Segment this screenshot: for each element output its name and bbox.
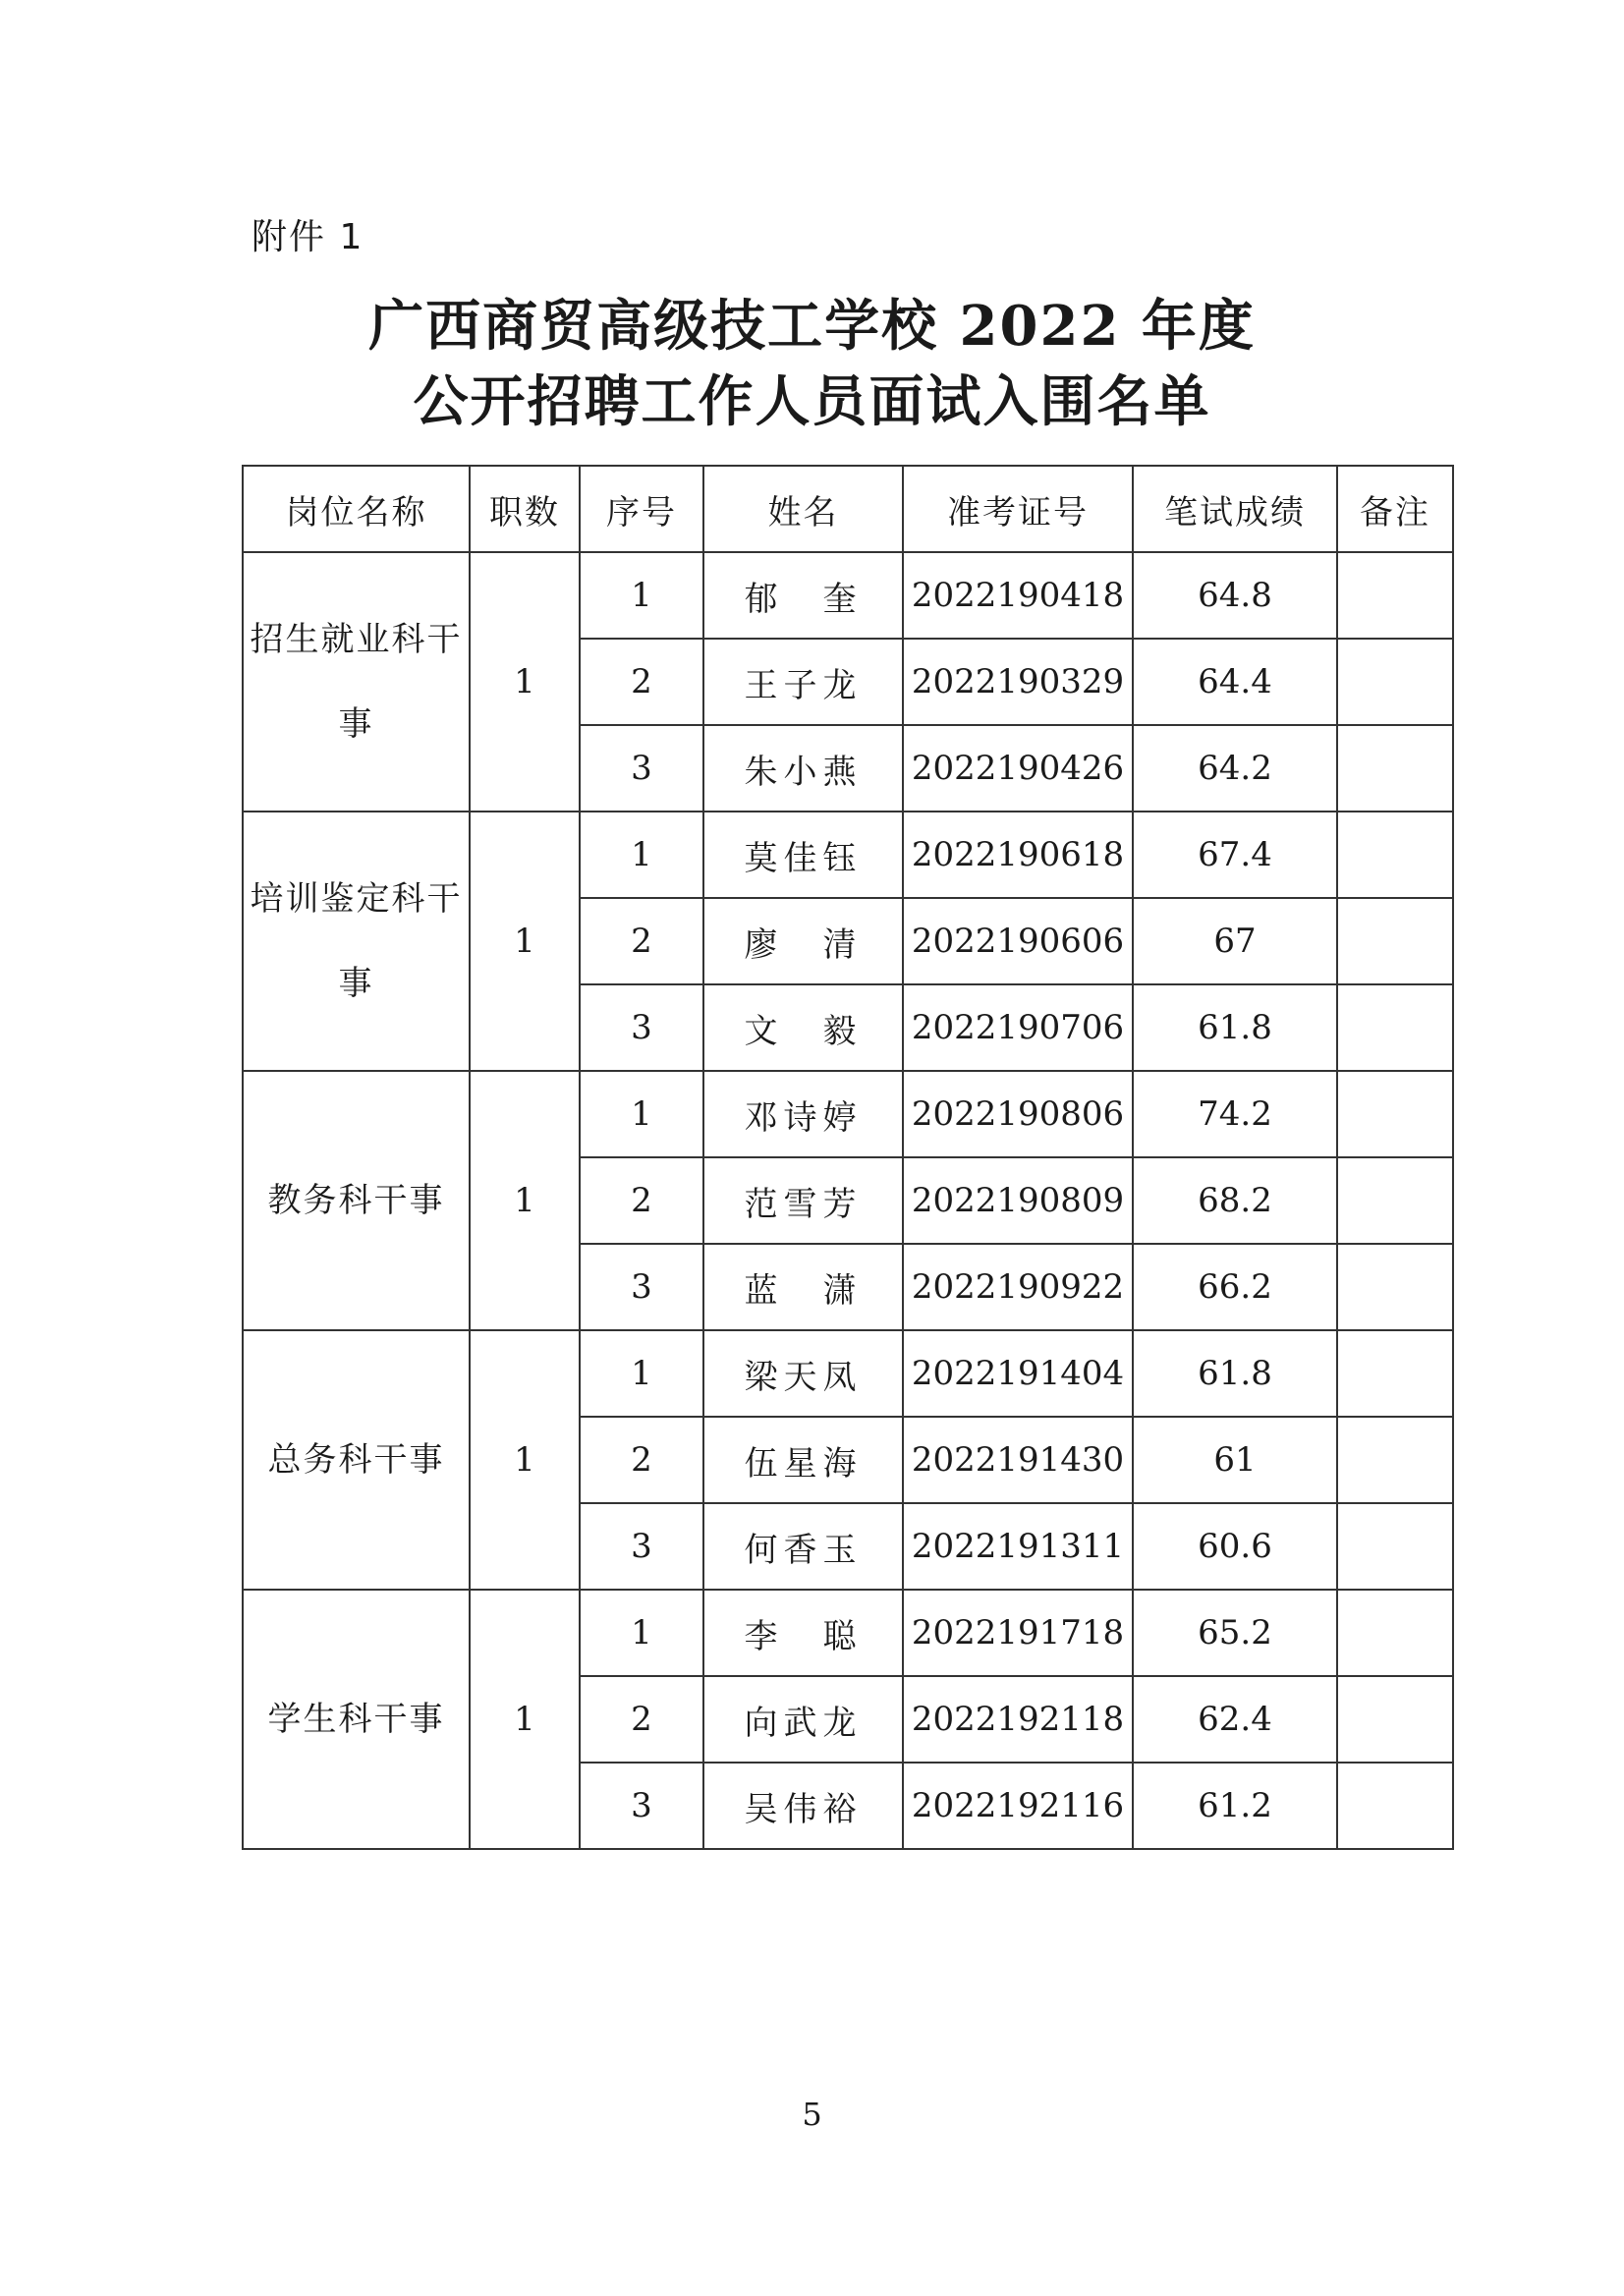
score-cell: 60.6 [1133, 1503, 1337, 1590]
remark-cell [1337, 812, 1453, 898]
seq-cell: 3 [580, 1503, 703, 1590]
exam-no-cell: 2022190426 [903, 725, 1133, 812]
header-quota: 职数 [470, 466, 580, 552]
name-cell: 蓝 潇 [703, 1244, 903, 1330]
remark-cell [1337, 984, 1453, 1071]
remark-cell [1337, 639, 1453, 725]
exam-no-cell: 2022190618 [903, 812, 1133, 898]
name-cell: 范雪芳 [703, 1157, 903, 1244]
page-number: 5 [802, 2096, 822, 2133]
score-cell: 67.4 [1133, 812, 1337, 898]
seq-cell: 2 [580, 1157, 703, 1244]
score-cell: 67 [1133, 898, 1337, 984]
exam-no-cell: 2022190809 [903, 1157, 1133, 1244]
table-row [243, 812, 1453, 898]
name-cell: 莫佳钰 [703, 812, 903, 898]
seq-cell: 2 [580, 1417, 703, 1503]
remark-cell [1337, 898, 1453, 984]
remark-cell [1337, 1590, 1453, 1676]
exam-no-cell: 2022190418 [903, 552, 1133, 639]
name-cell: 王子龙 [703, 639, 903, 725]
name-cell: 吴伟裕 [703, 1763, 903, 1849]
header-name: 姓名 [703, 466, 903, 552]
name-cell: 邓诗婷 [703, 1071, 903, 1157]
name-cell: 李 聪 [703, 1590, 903, 1676]
score-cell: 61 [1133, 1417, 1337, 1503]
remark-cell [1337, 552, 1453, 639]
exam-no-cell: 2022191718 [903, 1590, 1133, 1676]
exam-no-cell: 2022191311 [903, 1503, 1133, 1590]
seq-cell: 1 [580, 1590, 703, 1676]
exam-no-cell: 2022190706 [903, 984, 1133, 1071]
name-cell: 廖 清 [703, 898, 903, 984]
score-cell: 61.8 [1133, 984, 1337, 1071]
interview-list-table [242, 465, 1454, 1850]
table-row [243, 1071, 1453, 1157]
position-cell: 总务科干事 [243, 1330, 470, 1590]
name-cell: 文 毅 [703, 984, 903, 1071]
exam-no-cell: 2022192118 [903, 1676, 1133, 1763]
score-cell: 65.2 [1133, 1590, 1337, 1676]
name-cell: 郁 奎 [703, 552, 903, 639]
exam-no-cell: 2022190922 [903, 1244, 1133, 1330]
exam-no-cell: 2022191404 [903, 1330, 1133, 1417]
score-cell: 61.2 [1133, 1763, 1337, 1849]
name-cell: 梁天凤 [703, 1330, 903, 1417]
header-remark: 备注 [1337, 466, 1453, 552]
name-cell: 朱小燕 [703, 725, 903, 812]
remark-cell [1337, 725, 1453, 812]
seq-cell: 3 [580, 984, 703, 1071]
exam-no-cell: 2022192116 [903, 1763, 1133, 1849]
quota-cell: 1 [470, 1071, 580, 1330]
header-seq: 序号 [580, 466, 703, 552]
quota-cell: 1 [470, 552, 580, 812]
score-cell: 61.8 [1133, 1330, 1337, 1417]
name-cell: 伍星海 [703, 1417, 903, 1503]
seq-cell: 1 [580, 1330, 703, 1417]
table-header-row [243, 466, 1453, 552]
score-cell: 74.2 [1133, 1071, 1337, 1157]
remark-cell [1337, 1157, 1453, 1244]
seq-cell: 1 [580, 812, 703, 898]
remark-cell [1337, 1676, 1453, 1763]
score-cell: 68.2 [1133, 1157, 1337, 1244]
table-row [243, 552, 1453, 639]
position-cell: 招生就业科干事 [243, 552, 470, 812]
seq-cell: 1 [580, 552, 703, 639]
name-cell: 向武龙 [703, 1676, 903, 1763]
name-cell: 何香玉 [703, 1503, 903, 1590]
attachment-label: 附件 1 [252, 217, 364, 257]
table-row [243, 1330, 1453, 1417]
document-title-line-2: 公开招聘工作人员面试入围名单 [413, 369, 1211, 434]
quota-cell: 1 [470, 1330, 580, 1590]
score-cell: 64.8 [1133, 552, 1337, 639]
position-cell: 学生科干事 [243, 1590, 470, 1849]
remark-cell [1337, 1763, 1453, 1849]
seq-cell: 3 [580, 1244, 703, 1330]
score-cell: 62.4 [1133, 1676, 1337, 1763]
header-exam-no: 准考证号 [903, 466, 1133, 552]
seq-cell: 1 [580, 1071, 703, 1157]
header-score: 笔试成绩 [1133, 466, 1337, 552]
quota-cell: 1 [470, 812, 580, 1071]
seq-cell: 2 [580, 898, 703, 984]
exam-no-cell: 2022191430 [903, 1417, 1133, 1503]
header-position: 岗位名称 [243, 466, 470, 552]
position-cell: 培训鉴定科干事 [243, 812, 470, 1071]
position-cell: 教务科干事 [243, 1071, 470, 1330]
exam-no-cell: 2022190606 [903, 898, 1133, 984]
seq-cell: 3 [580, 725, 703, 812]
table-row [243, 1590, 1453, 1676]
exam-no-cell: 2022190806 [903, 1071, 1133, 1157]
score-cell: 64.2 [1133, 725, 1337, 812]
quota-cell: 1 [470, 1590, 580, 1849]
remark-cell [1337, 1071, 1453, 1157]
remark-cell [1337, 1417, 1453, 1503]
seq-cell: 3 [580, 1763, 703, 1849]
remark-cell [1337, 1244, 1453, 1330]
score-cell: 64.4 [1133, 639, 1337, 725]
document-title-line-1: 广西商贸高级技工学校 2022 年度 [368, 294, 1256, 359]
seq-cell: 2 [580, 639, 703, 725]
seq-cell: 2 [580, 1676, 703, 1763]
remark-cell [1337, 1330, 1453, 1417]
exam-no-cell: 2022190329 [903, 639, 1133, 725]
remark-cell [1337, 1503, 1453, 1590]
score-cell: 66.2 [1133, 1244, 1337, 1330]
